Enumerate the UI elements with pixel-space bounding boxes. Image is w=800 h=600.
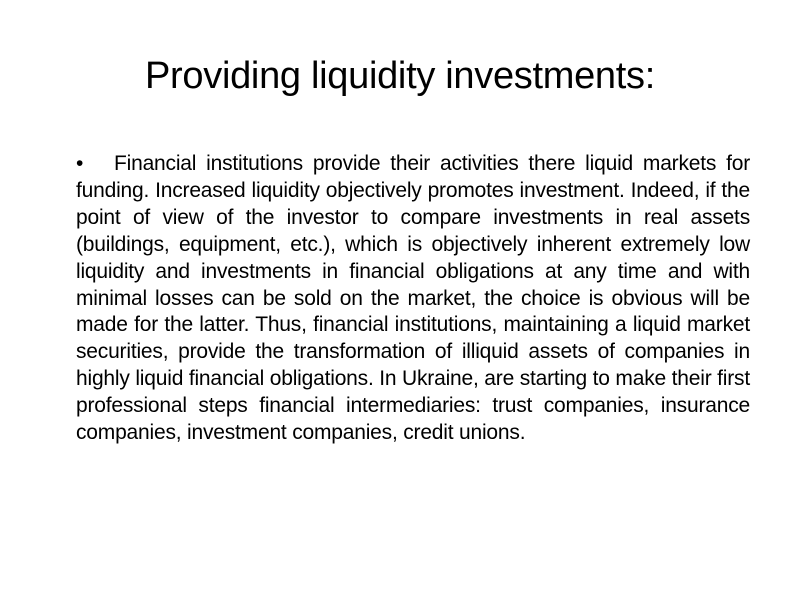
paragraph-text: Financial institutions provide their activities there liquid markets for funding. Increased liquidity objectively promotes investment. Indeed, if the point of view of the investor to compare investments in real assets (buildings, equipment, etc.), which is objectively inherent extremely low liquidity and investments in financial obligations at any time and with minimal losses can be sold on the market, the choice is obvious will be made for the latter. Thus, financial institutions, maintaining a liquid market securities, provide the transformation of illiquid assets of companies in highly liquid financial obligations. In Ukraine, are starting to make their first professional steps financial intermediaries: trust companies, insurance companies, investment companies, credit unions. [76,152,750,445]
bullet-paragraph [76,151,750,447]
slide-title: Providing liquidity investments: [145,55,655,97]
bullet-icon: • [76,152,84,175]
